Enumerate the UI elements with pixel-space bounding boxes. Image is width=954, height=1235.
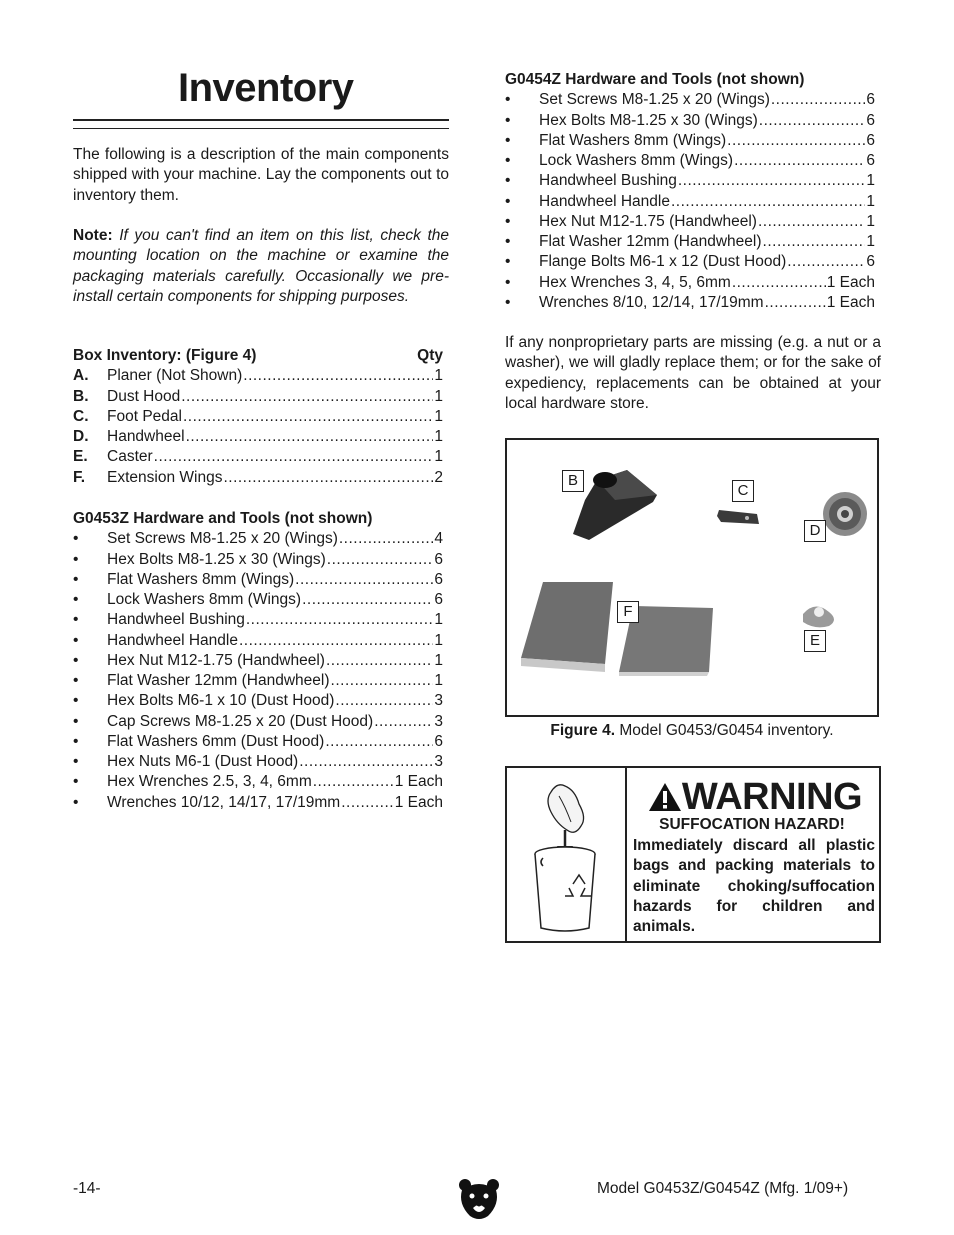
callout-e: E xyxy=(804,630,826,652)
item-qty: 1 xyxy=(434,407,443,425)
warning-subtitle: SUFFOCATION HAZARD! xyxy=(659,816,845,833)
list-item xyxy=(73,447,443,467)
bullet: • xyxy=(73,611,79,629)
bullet: • xyxy=(505,293,511,311)
handwheel-image xyxy=(823,492,867,536)
bullet: • xyxy=(73,672,79,689)
item-qty: 1 Each xyxy=(394,773,443,791)
item-name: Hex Bolts M8-1.25 x 30 (Wings) xyxy=(107,550,326,568)
list-item xyxy=(505,171,875,191)
list-item xyxy=(505,293,875,313)
bullet: • xyxy=(505,253,511,271)
leader-dots xyxy=(787,252,865,272)
item-name: Dust Hood xyxy=(107,387,181,405)
list-item xyxy=(73,407,443,427)
item-name: Hex Nut M12-1.75 (Handwheel) xyxy=(107,651,325,669)
item-name: Handwheel Handle xyxy=(107,631,238,649)
bullet: • xyxy=(73,591,79,608)
list-item xyxy=(73,651,443,671)
bullet: • xyxy=(73,793,79,811)
item-letter: C. xyxy=(73,407,89,425)
item-name: Handwheel Bushing xyxy=(107,611,245,629)
item-qty: 6 xyxy=(434,550,443,568)
leader-dots xyxy=(339,529,434,549)
item-name: Flat Washer 12mm (Handwheel) xyxy=(539,233,762,250)
item-name: Set Screws M8-1.25 x 20 (Wings) xyxy=(539,91,770,109)
list-item xyxy=(73,427,443,447)
leader-dots xyxy=(327,550,434,570)
list-item xyxy=(73,793,443,813)
caption-text: Model G0453/G0454 inventory. xyxy=(615,722,834,739)
item-qty: 1 xyxy=(434,428,443,445)
dust-hood-image xyxy=(573,470,657,540)
item-name: Wrenches 8/10, 12/14, 17/19mm xyxy=(539,293,764,311)
caption-label: Figure 4. xyxy=(550,722,616,739)
leader-dots xyxy=(325,732,433,752)
intro-paragraph: The following is a description of the main components shipped with your machine. Lay the components out to inventory them. xyxy=(73,146,449,204)
leader-dots xyxy=(759,111,866,131)
plastic-bag-icon xyxy=(548,785,584,832)
item-name: Planer (Not Shown) xyxy=(107,367,243,385)
list-item xyxy=(505,232,875,252)
bullet: • xyxy=(73,692,79,710)
list-item xyxy=(73,712,443,732)
callout-d: D xyxy=(804,520,826,542)
item-qty: 3 xyxy=(434,712,443,730)
warning-triangle-icon xyxy=(648,782,682,812)
item-name: Handwheel Bushing xyxy=(539,172,677,190)
item-letter: B. xyxy=(73,387,89,405)
page-number: -14- xyxy=(73,1180,101,1197)
leader-dots xyxy=(243,366,433,386)
leader-dots xyxy=(331,671,434,691)
leader-dots xyxy=(154,447,434,467)
item-qty: 6 xyxy=(866,131,875,149)
item-name: Flat Washer 12mm (Handwheel) xyxy=(107,672,330,689)
figure-caption xyxy=(505,722,879,740)
item-qty: 6 xyxy=(434,570,443,588)
leader-dots xyxy=(771,90,866,110)
list-item xyxy=(505,90,875,110)
bullet: • xyxy=(505,172,511,190)
item-name: Flat Washers 8mm (Wings) xyxy=(107,570,295,588)
leader-dots xyxy=(326,651,433,671)
leader-dots xyxy=(727,131,865,151)
list-item xyxy=(73,610,443,630)
item-name: Hex Bolts M8-1.25 x 30 (Wings) xyxy=(539,111,758,129)
item-letter: A. xyxy=(73,367,89,385)
leader-dots xyxy=(374,712,433,732)
bullet: • xyxy=(505,212,511,230)
foot-pedal-image xyxy=(717,510,759,524)
bullet: • xyxy=(73,732,79,750)
leader-dots xyxy=(239,631,433,651)
model-footer: Model G0453Z/G0454Z (Mfg. 1/09+) xyxy=(597,1180,849,1197)
g0454z-heading: G0454Z Hardware and Tools (not shown) xyxy=(505,71,805,88)
item-qty: 1 xyxy=(434,651,443,669)
item-name: Flat Washers 8mm (Wings) xyxy=(539,131,727,149)
trash-can-icon xyxy=(535,847,595,931)
title-rule-thin xyxy=(73,128,449,129)
leader-dots xyxy=(335,691,433,711)
item-qty: 1 xyxy=(866,192,875,210)
list-item xyxy=(73,772,443,792)
item-name: Lock Washers 8mm (Wings) xyxy=(539,152,734,169)
item-qty: 1 xyxy=(866,172,875,190)
list-item xyxy=(505,151,875,171)
bullet: • xyxy=(505,192,511,210)
bullet: • xyxy=(505,91,511,109)
grizzly-bear-logo xyxy=(458,1178,500,1227)
box-inventory-list xyxy=(73,346,443,488)
warning-title-text: WARNING xyxy=(681,776,863,818)
item-name: Caster xyxy=(107,448,153,466)
bullet: • xyxy=(73,773,79,791)
leader-dots xyxy=(299,752,433,772)
callout-c: C xyxy=(732,480,754,502)
callout-f: F xyxy=(617,601,639,623)
page-title: Inventory xyxy=(178,66,354,110)
warning-title xyxy=(637,776,873,819)
bullet: • xyxy=(505,131,511,149)
item-name: Flange Bolts M6-1 x 12 (Dust Hood) xyxy=(539,253,787,271)
warning-text: Immediately discard all plastic bags and packing materials to eliminate choking/suffocation hazards for children and animals. xyxy=(633,837,875,936)
item-name: Foot Pedal xyxy=(107,407,182,425)
list-item xyxy=(505,111,875,131)
warning-illustration xyxy=(507,768,627,941)
bullet: • xyxy=(73,530,79,548)
item-name: Hex Nuts M6-1 (Dust Hood) xyxy=(107,753,299,770)
list-item xyxy=(73,732,443,752)
trash-bag-illustration xyxy=(507,768,623,941)
leader-dots xyxy=(765,293,826,313)
item-name: Hex Wrenches 3, 4, 5, 6mm xyxy=(539,273,731,291)
leader-dots xyxy=(181,387,433,407)
list-item xyxy=(73,671,443,691)
list-item xyxy=(505,131,875,151)
item-qty: 6 xyxy=(434,732,443,750)
bullet: • xyxy=(73,570,79,588)
callout-b: B xyxy=(562,470,584,492)
item-qty: 3 xyxy=(434,692,443,710)
box-inventory-heading: Box Inventory: (Figure 4) xyxy=(73,347,257,364)
box-inventory-header xyxy=(73,346,443,366)
item-name: Cap Screws M8-1.25 x 20 (Dust Hood) xyxy=(107,712,374,730)
item-qty: 2 xyxy=(434,468,443,486)
item-letter: D. xyxy=(73,428,89,445)
bullet: • xyxy=(505,152,511,169)
leader-dots xyxy=(678,171,866,191)
item-name: Flat Washers 6mm (Dust Hood) xyxy=(107,732,325,750)
item-name: Hex Nut M12-1.75 (Handwheel) xyxy=(539,212,757,230)
leader-dots xyxy=(313,772,394,792)
note-text: If you can't find an item on this list, check the mounting location on the machine or examine the packaging materials carefully. Occasionally we pre-install certain components for shipping purposes. xyxy=(73,227,449,305)
list-item xyxy=(505,252,875,272)
note-label: Note: xyxy=(73,227,113,244)
leader-dots xyxy=(671,192,865,212)
item-qty: 6 xyxy=(866,152,875,169)
leader-dots xyxy=(183,407,433,427)
bullet: • xyxy=(505,233,511,250)
list-item xyxy=(505,212,875,232)
item-name: Lock Washers 8mm (Wings) xyxy=(107,591,302,608)
leader-dots xyxy=(758,212,865,232)
list-item xyxy=(73,366,443,386)
bullet: • xyxy=(73,712,79,730)
list-item xyxy=(73,468,443,488)
item-qty: 1 xyxy=(434,448,443,466)
item-qty: 1 xyxy=(434,367,443,385)
item-qty: 1 xyxy=(866,212,875,230)
note-paragraph xyxy=(73,226,449,307)
figure-4-inventory-photo xyxy=(505,438,879,717)
list-item xyxy=(505,273,875,293)
item-name: Set Screws M8-1.25 x 20 (Wings) xyxy=(107,530,338,548)
leader-dots xyxy=(186,427,434,447)
list-item xyxy=(73,550,443,570)
list-item xyxy=(73,752,443,772)
leader-dots xyxy=(223,468,433,488)
item-name: Hex Wrenches 2.5, 3, 4, 6mm xyxy=(107,773,312,791)
list-item xyxy=(73,387,443,407)
leader-dots xyxy=(295,570,433,590)
leader-dots xyxy=(302,590,433,610)
list-item xyxy=(73,590,443,610)
item-name: Handwheel xyxy=(107,428,185,445)
leader-dots xyxy=(732,273,826,293)
extension-wings-image xyxy=(521,582,713,676)
item-qty: 6 xyxy=(434,591,443,608)
item-qty: 1 Each xyxy=(826,293,875,311)
g0453z-heading: G0453Z Hardware and Tools (not shown) xyxy=(73,510,373,527)
item-qty: 6 xyxy=(866,91,875,109)
item-qty: 1 xyxy=(434,631,443,649)
qty-heading: Qty xyxy=(417,347,443,364)
list-item xyxy=(73,691,443,711)
leader-dots xyxy=(734,151,865,171)
leader-dots xyxy=(341,793,394,813)
item-qty: 3 xyxy=(434,753,443,770)
item-qty: 6 xyxy=(866,111,875,129)
item-name: Handwheel Handle xyxy=(539,192,670,210)
item-qty: 1 xyxy=(434,387,443,405)
bullet: • xyxy=(505,273,511,291)
g0453z-hardware-list xyxy=(73,509,443,813)
leader-dots xyxy=(763,232,866,252)
list-item xyxy=(73,631,443,651)
item-qty: 1 Each xyxy=(826,273,875,291)
item-name: Extension Wings xyxy=(107,468,223,486)
bullet: • xyxy=(73,631,79,649)
item-qty: 4 xyxy=(434,530,443,548)
caster-image xyxy=(803,606,834,627)
missing-parts-paragraph: If any nonproprietary parts are missing (e.g. a nut or a washer), we will gladly replace them; or for the sake of expediency, replacements can be obtained at your local hardware store. xyxy=(505,334,881,412)
g0454z-hardware-list xyxy=(505,70,875,313)
list-item xyxy=(73,529,443,549)
item-qty: 1 xyxy=(866,233,875,250)
title-rule-thick xyxy=(73,119,449,121)
item-letter: F. xyxy=(73,468,86,486)
item-letter: E. xyxy=(73,448,88,466)
item-qty: 1 xyxy=(434,611,443,629)
list-item xyxy=(505,192,875,212)
bullet: • xyxy=(505,111,511,129)
item-qty: 6 xyxy=(866,253,875,271)
bullet: • xyxy=(73,651,79,669)
item-name: Hex Bolts M6-1 x 10 (Dust Hood) xyxy=(107,692,335,710)
item-name: Wrenches 10/12, 14/17, 17/19mm xyxy=(107,793,341,811)
item-qty: 1 Each xyxy=(394,793,443,811)
item-qty: 1 xyxy=(434,672,443,689)
bullet: • xyxy=(73,550,79,568)
warning-box xyxy=(505,766,881,943)
leader-dots xyxy=(246,610,434,630)
bullet: • xyxy=(73,753,79,770)
list-item xyxy=(73,570,443,590)
